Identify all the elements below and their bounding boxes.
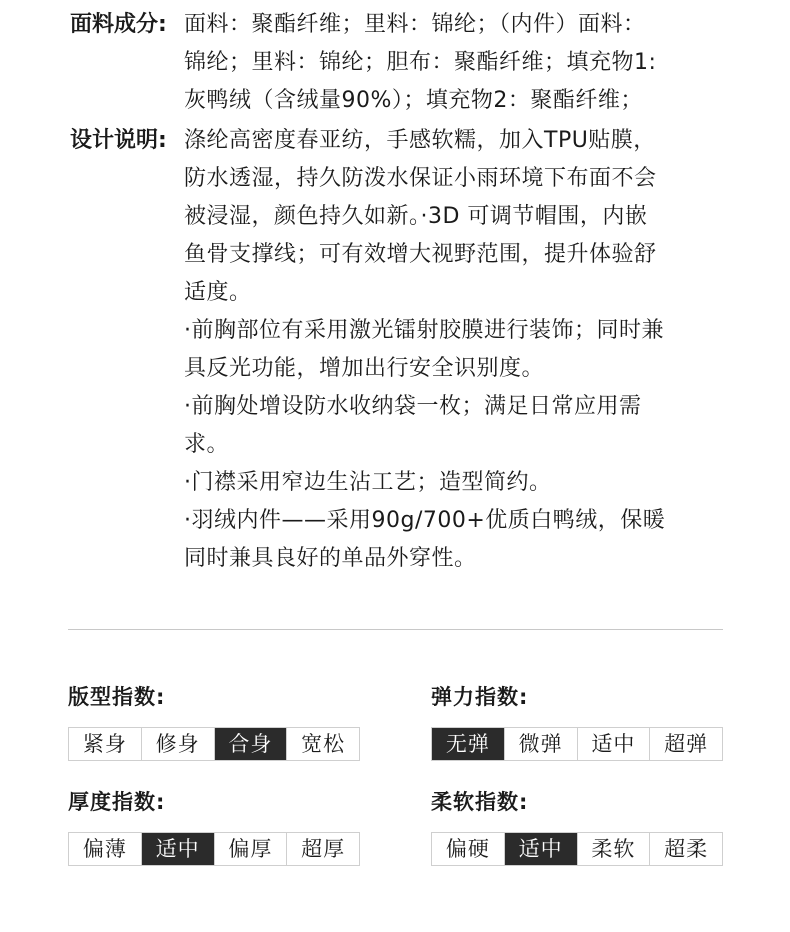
fit-option-regular[interactable]: 合身 [215,728,288,760]
design-line: ·前胸部位有采用激光镭射胶膜进行装饰；同时兼 [184,318,664,343]
softness-index-title: 柔软指数: [431,790,529,814]
design-line: ·羽绒内件——采用90g/700+优质白鸭绒，保暖 [184,508,666,533]
softness-option-medium[interactable]: 适中 [505,833,578,865]
design-description-label: 设计说明: [70,128,167,153]
design-description-text [184,122,730,578]
softness-option-super-soft[interactable]: 超柔 [650,833,722,865]
material-composition-label: 面料成分: [70,12,167,37]
softness-index-scale [431,832,723,866]
thickness-option-thick[interactable]: 偏厚 [215,833,288,865]
elastic-index-scale [431,727,723,761]
elastic-index [431,683,723,761]
design-line: 同时兼具良好的单品外穿性。 [184,546,477,571]
fit-option-loose[interactable]: 宽松 [287,728,359,760]
design-line: 防水透湿，持久防泼水保证小雨环境下布面不会 [184,166,657,191]
thickness-option-medium[interactable]: 适中 [142,833,215,865]
elastic-option-medium[interactable]: 适中 [578,728,651,760]
material-line: 灰鸭绒（含绒量90%）；填充物2：聚酯纤维； [184,88,643,113]
thickness-option-extra-thick[interactable]: 超厚 [287,833,359,865]
design-line: 求。 [184,432,230,457]
design-line: ·门襟采用窄边生沾工艺；造型简约。 [184,470,552,495]
elastic-option-slight[interactable]: 微弹 [505,728,578,760]
design-line: 鱼骨支撑线；可有效增大视野范围，提升体验舒 [184,242,657,267]
elastic-index-title: 弹力指数: [431,685,529,709]
design-description-row [70,122,730,578]
section-divider [68,629,723,630]
thickness-option-thin[interactable]: 偏薄 [69,833,142,865]
thickness-index-scale [68,832,360,866]
design-line: 被浸湿，颜色持久如新。·3D 可调节帽围，内嵌 [184,204,648,229]
fit-option-tight[interactable]: 紧身 [69,728,142,760]
softness-index [431,788,723,866]
fit-option-slim[interactable]: 修身 [142,728,215,760]
material-composition-text [184,6,730,120]
elastic-option-super[interactable]: 超弹 [650,728,722,760]
fit-index-title: 版型指数: [68,685,166,709]
thickness-index [68,788,360,866]
elastic-option-none[interactable]: 无弹 [432,728,505,760]
design-line: 具反光功能，增加出行安全识别度。 [184,356,545,381]
softness-option-soft[interactable]: 柔软 [578,833,651,865]
thickness-index-title: 厚度指数: [68,790,166,814]
design-line: 适度。 [184,280,252,305]
material-line: 面料：聚酯纤维；里料：锦纶；（内件）面料： [184,12,646,37]
fit-index [68,683,360,761]
material-composition-row [70,6,730,120]
design-line: 涤纶高密度春亚纺，手感软糯，加入TPU贴膜， [184,128,656,153]
design-line: ·前胸处增设防水收纳袋一枚；满足日常应用需 [184,394,642,419]
material-line: 锦纶；里料：锦纶；胆布：聚酯纤维；填充物1: [184,50,657,75]
softness-option-hard[interactable]: 偏硬 [432,833,505,865]
fit-index-scale [68,727,360,761]
